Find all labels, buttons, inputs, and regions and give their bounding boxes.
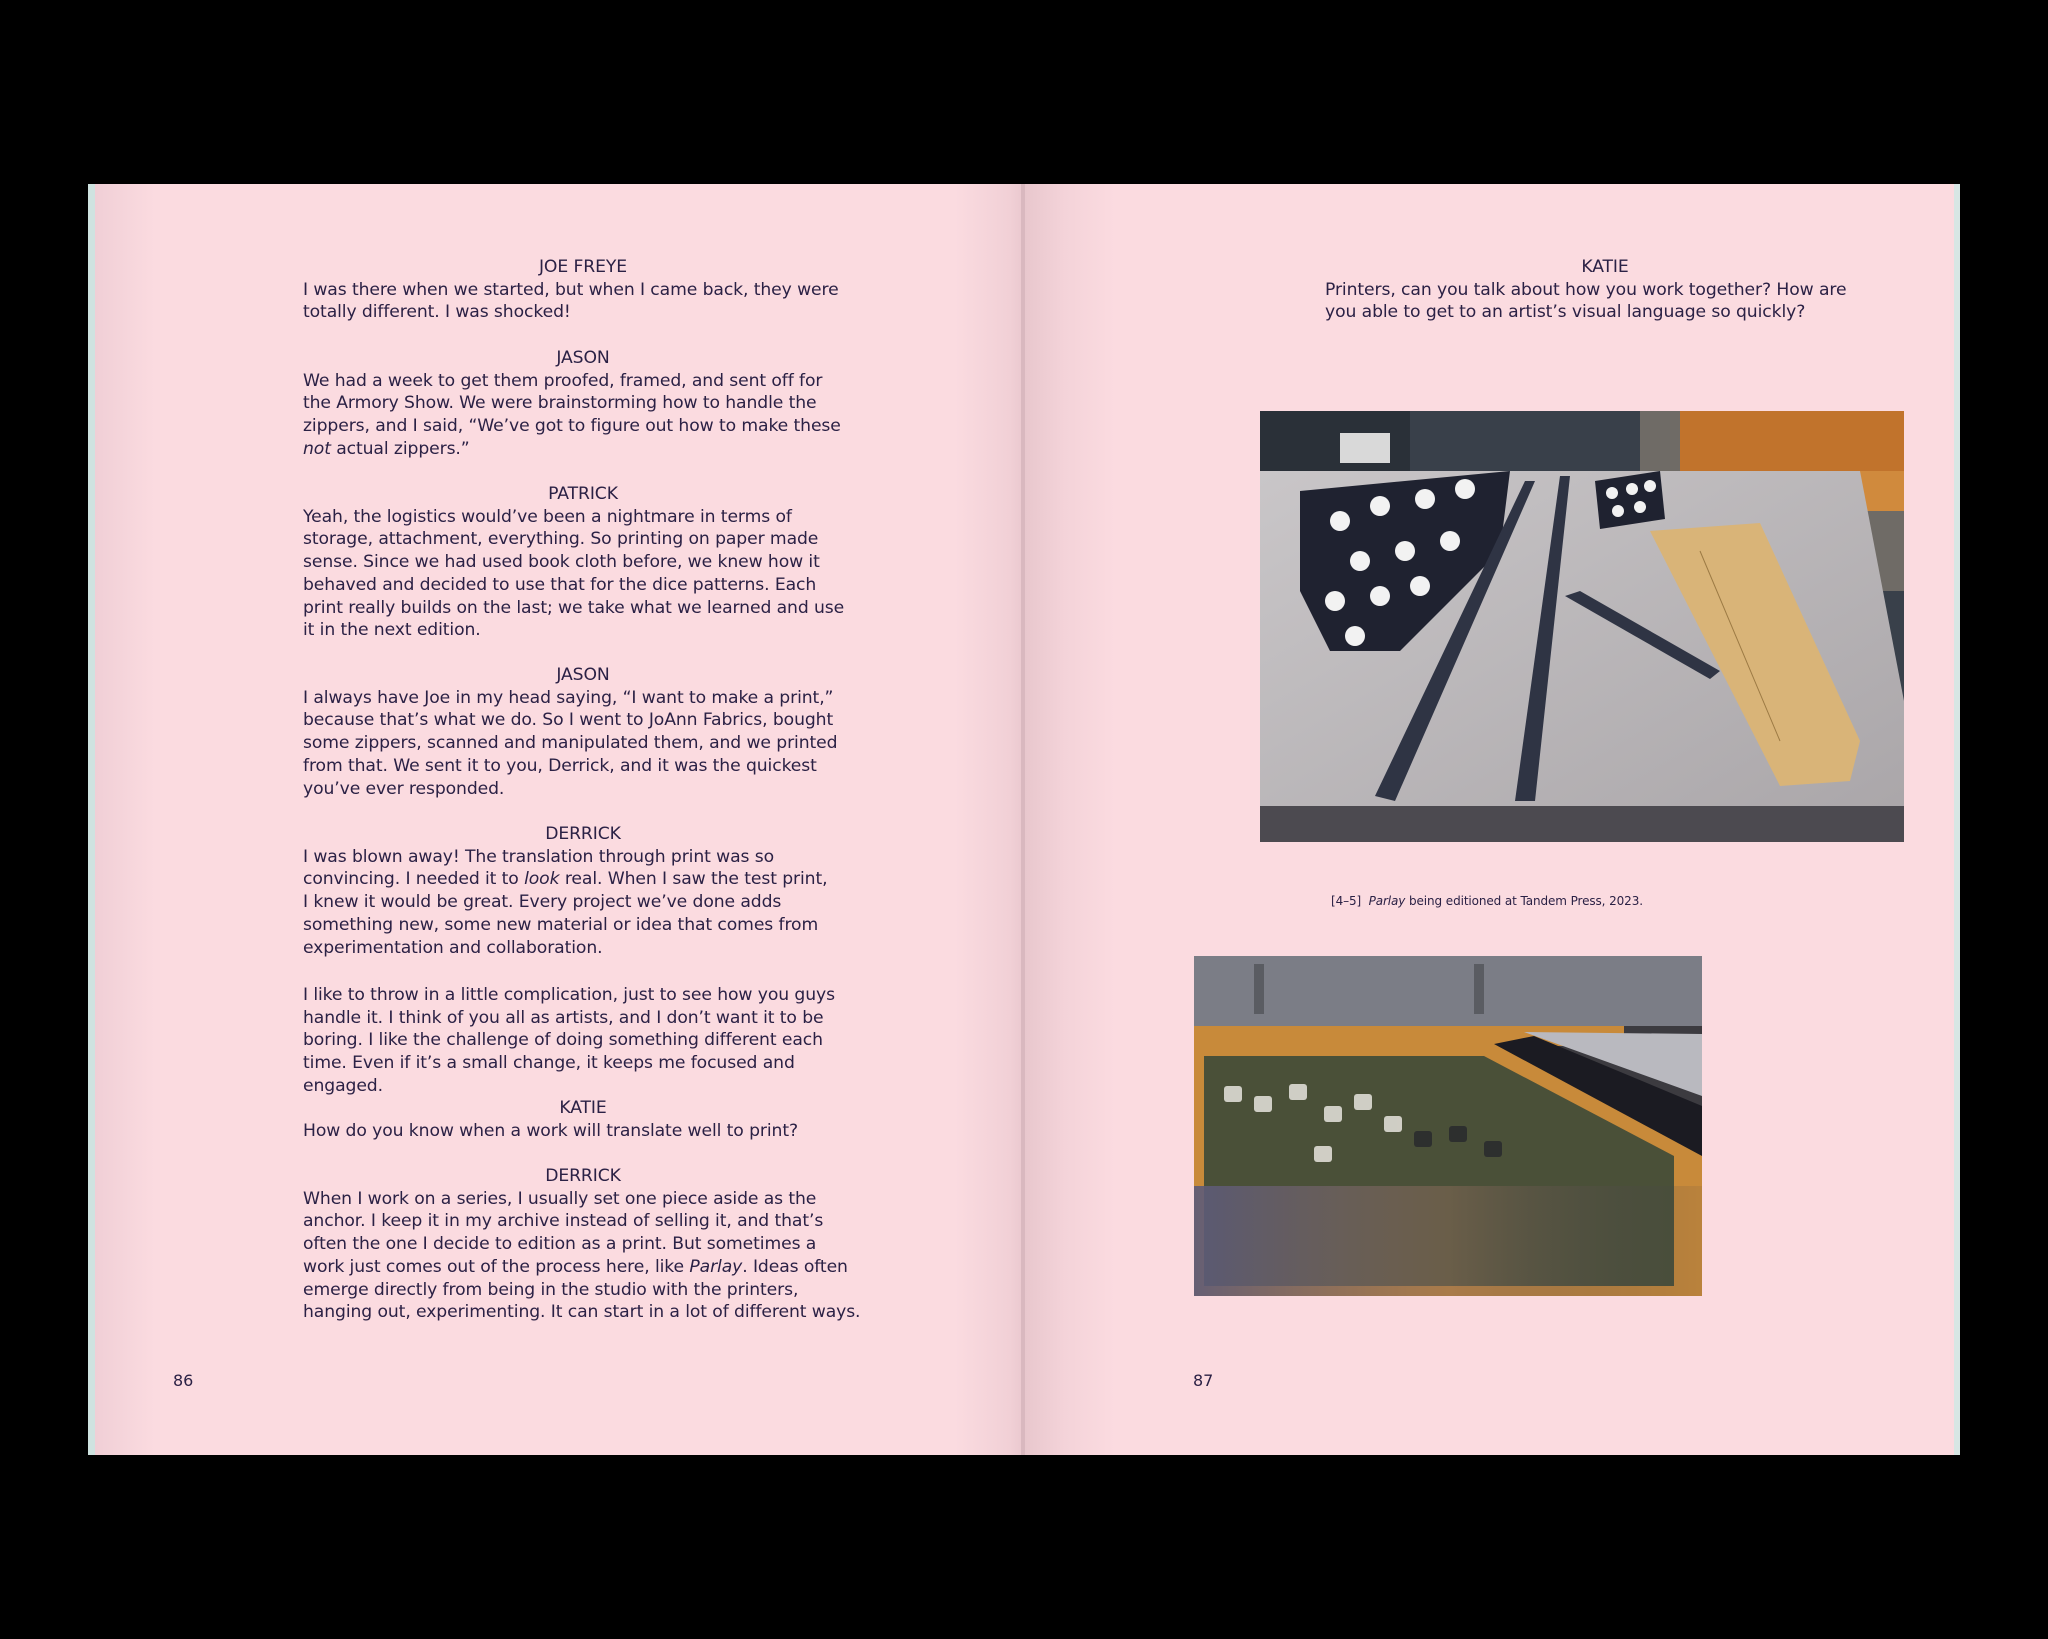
dialogue-block-derrick-2: [303, 1165, 863, 1324]
speaker-name: DERRICK: [545, 824, 621, 844]
dialogue-line: I was blown away! The translation through print was so: [303, 846, 775, 867]
dialogue-line: emerge directly from being in the studio with the printers,: [303, 1279, 799, 1300]
dialogue-line: I like to throw in a little complication, just to see how you guys: [303, 985, 835, 1005]
printing-table-image: [1260, 411, 1904, 842]
dialogue-line: How do you know when a work will translate well to print?: [303, 1120, 798, 1141]
dialogue-line: time. Even if it’s a small change, it keeps me focused and engaged.: [303, 1053, 795, 1096]
dialogue-block-jason: [303, 347, 863, 461]
dialogue-line: behaved and decided to use that for the dice patterns. Each: [303, 574, 817, 595]
dialogue-line: Printers, can you talk about how you work together? How are: [1325, 279, 1847, 300]
dialogue-line: it in the next edition.: [303, 620, 481, 641]
dialogue-line: experimentation and collaboration.: [303, 937, 603, 958]
speaker-name: KATIE: [1581, 257, 1629, 277]
dialogue-line: [303, 438, 863, 461]
dialogue-block-derrick-cont: [303, 984, 863, 1098]
book-spread: [88, 184, 1960, 1455]
dialogue-line: [303, 868, 863, 891]
speaker-name: JOE FREYE: [538, 257, 628, 277]
dialogue-line: some zippers, scanned and manipulated them, and we printed: [303, 733, 838, 754]
dialogue-block-jason-2: [303, 664, 863, 800]
dialogue-line: [303, 1256, 863, 1279]
speaker-name: KATIE: [559, 1098, 607, 1118]
dialogue-line: sense. Since we had used book cloth before, we knew how it: [303, 552, 820, 573]
dialogue-line: often the one I decide to edition as a print. But sometimes a: [303, 1234, 817, 1255]
caption-ref: [4–5]: [1331, 894, 1362, 908]
dialogue-line: I knew it would be great. Every project we’ve done adds: [303, 892, 782, 913]
photo-caption: [1331, 890, 1643, 913]
right-page: [1025, 184, 1960, 1455]
dialogue-line: you able to get to an artist’s visual language so quickly?: [1325, 302, 1806, 323]
dialogue-line: storage, attachment, everything. So printing on paper made: [303, 529, 819, 550]
photo-screen-press: [1194, 956, 1702, 1296]
dialogue-line: anchor. I keep it in my archive instead of selling it, and that’s: [303, 1211, 824, 1232]
dialogue-line: When I work on a series, I usually set one piece aside as the: [303, 1188, 817, 1209]
emphasis-text: look: [524, 869, 560, 890]
page-number: 86: [173, 1371, 194, 1390]
photo-printing-table: [1260, 411, 1904, 842]
dialogue-line: We had a week to get them proofed, framed, and sent off for: [303, 370, 823, 391]
speaker-name: JASON: [556, 665, 610, 685]
dialogue-line: print really builds on the last; we take what we learned and use: [303, 597, 845, 618]
dialogue-line: I always have Joe in my head saying, “I want to make a print,”: [303, 687, 834, 708]
left-page: [88, 184, 1023, 1455]
caption-text: being editioned at Tandem Press, 2023.: [1405, 894, 1643, 908]
speaker-name: DERRICK: [545, 1166, 621, 1186]
speaker-name: JASON: [556, 348, 610, 368]
dialogue-block-katie-right: [1325, 256, 1885, 324]
dialogue-line: something new, some new material or idea that comes from: [303, 914, 819, 935]
dialogue-block-patrick: [303, 483, 863, 642]
dialogue-line: zippers, and I said, “We’ve got to figure out how to make these: [303, 416, 841, 437]
emphasis-text: not: [303, 438, 331, 459]
emphasis-text: Parlay: [689, 1256, 743, 1277]
dialogue-line: you’ve ever responded.: [303, 778, 505, 799]
dialogue-block-katie: [303, 1097, 863, 1142]
dialogue-line: I was there when we started, but when I came back, they were: [303, 279, 839, 300]
dialogue-text: convincing. I needed it to: [303, 869, 525, 890]
dialogue-text: . Ideas often: [742, 1256, 848, 1277]
dialogue-line: handle it. I think of you all as artists, and I don’t want it to be: [303, 1007, 824, 1028]
dialogue-block-joe-freye: [303, 256, 863, 324]
dialogue-line: hanging out, experimenting. It can start in a lot of different ways.: [303, 1302, 861, 1323]
caption-title: Parlay: [1368, 894, 1406, 908]
dialogue-block-derrick: [303, 823, 863, 959]
dialogue-text: real. When I saw the test print,: [559, 869, 828, 890]
dialogue-line: the Armory Show. We were brainstorming how to handle the: [303, 393, 817, 414]
dialogue-line: Yeah, the logistics would’ve been a nightmare in terms of: [303, 506, 792, 527]
dialogue-line: from that. We sent it to you, Derrick, and it was the quickest: [303, 755, 817, 776]
dialogue-text: actual zippers.”: [330, 438, 470, 459]
dialogue-line: because that’s what we do. So I went to JoAnn Fabrics, bought: [303, 710, 834, 731]
speaker-name: PATRICK: [548, 484, 618, 504]
screen-press-image: [1194, 956, 1702, 1296]
dialogue-line: totally different. I was shocked!: [303, 302, 571, 323]
page-number: 87: [1193, 1371, 1214, 1390]
dialogue-text: work just comes out of the process here, like: [303, 1256, 690, 1277]
dialogue-line: boring. I like the challenge of doing something different each: [303, 1030, 823, 1051]
